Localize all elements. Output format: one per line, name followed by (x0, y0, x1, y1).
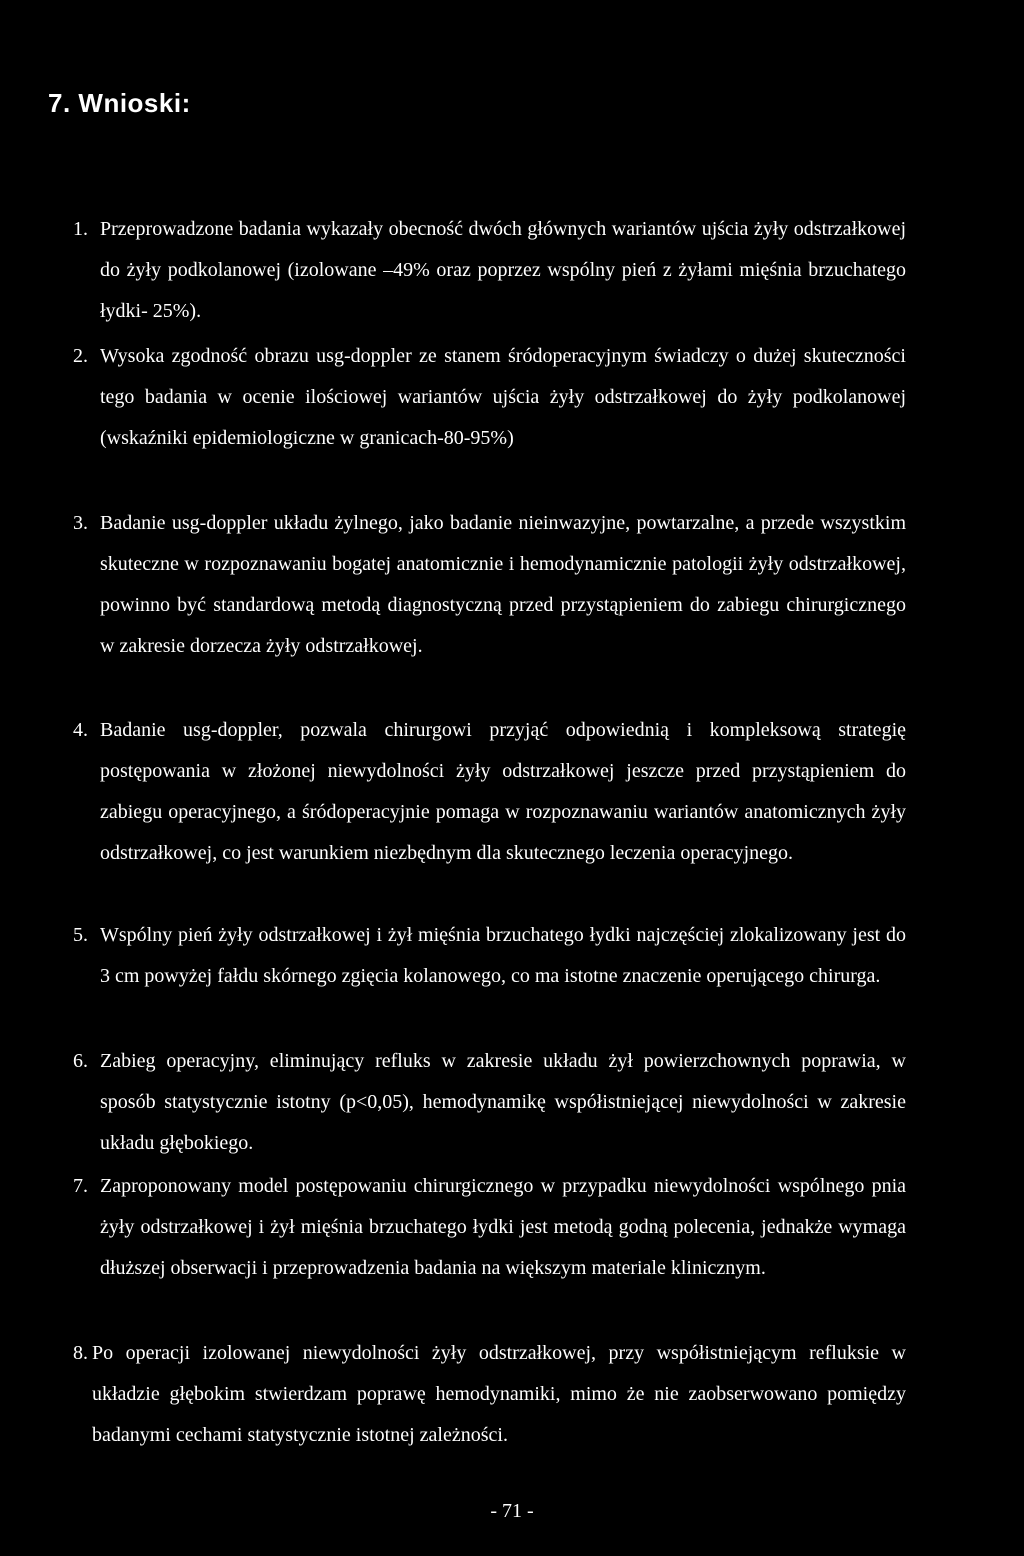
item-number: 6. (73, 1050, 88, 1072)
item-number: 7. (73, 1175, 88, 1197)
item-text: Przeprowadzone badania wykazały obecność dwóch głównych wariantów ujścia żyły odstrzałkowej do żyły podkolanowej (izolowane –49% oraz poprzez wspólny pień z żyłami mięśnia brzuchatego łydki- 25%). (100, 218, 906, 322)
item-text: Wysoka zgodność obrazu usg-doppler ze stanem śródoperacyjnym świadczy o dużej skuteczności tego badania w ocenie ilościowej wariantów ujścia żyły odstrzałkowej do żyły podkolanowej (wskaźniki epidemiologiczne w granicach-80-95%) (100, 345, 906, 449)
section-heading: 7. Wnioski: (48, 88, 191, 118)
item-text: Po operacji izolowanej niewydolności żyły odstrzałkowej, przy współistniejącym refluksie w układzie głębokim stwierdzam poprawę hemodynamiki, mimo że nie zaobserwowano pomiędzy badanymi cechami statystycznie istotnej zależności. (92, 1342, 906, 1446)
conclusion-item-2 (48, 336, 906, 459)
conclusion-item-1 (48, 209, 906, 332)
conclusion-item-5 (48, 915, 906, 997)
conclusion-item-3 (48, 503, 906, 667)
item-text: Wspólny pień żyły odstrzałkowej i żył mięśnia brzuchatego łydki najczęściej zlokalizowany jest do 3 cm powyżej fałdu skórnego zgięcia kolanowego, co ma istotne znaczenie operującego chirurga. (100, 924, 906, 987)
item-number: 3. (73, 512, 88, 534)
item-text: Zaproponowany model postępowaniu chirurgicznego w przypadku niewydolności wspólnego pnia żyły odstrzałkowej i żył mięśnia brzuchatego łydki jest metodą godną polecenia, jednakże wymaga dłuższej obserwacji i przeprowadzenia badania na większym materiale klinicznym. (100, 1175, 906, 1279)
item-text: Zabieg operacyjny, eliminujący refluks w zakresie układu żył powierzchownych poprawia, w sposób statystycznie istotny (p<0,05), hemodynamikę współistniejącej niewydolności w zakresie układu głębokiego. (100, 1050, 906, 1154)
item-number: 5. (73, 924, 88, 946)
conclusion-item-8 (48, 1333, 906, 1456)
conclusion-item-6 (48, 1041, 906, 1164)
conclusion-item-4 (48, 710, 906, 874)
item-text: Badanie usg-doppler, pozwala chirurgowi przyjąć odpowiednią i kompleksową strategię postępowania w złożonej niewydolności żyły odstrzałkowej jeszcze przed przystąpieniem do zabiegu operacyjnego, a śródoperacyjnie pomaga w rozpoznawaniu wariantów anatomicznych żyły odstrzałkowej, co jest warunkiem niezbędnym dla skutecznego leczenia operacyjnego. (100, 719, 906, 864)
page-number: - 71 - (490, 1500, 534, 1522)
conclusion-item-7 (48, 1166, 906, 1289)
item-number: 8. (73, 1342, 88, 1364)
item-number: 4. (73, 719, 88, 741)
item-text: Badanie usg-doppler układu żylnego, jako badanie nieinwazyjne, powtarzalne, a przede wszystkim skuteczne w rozpoznawaniu bogatej anatomicznie i hemodynamicznie patologii żyły odstrzałkowej, powinno być standardową metodą diagnostyczną przed przystąpieniem do zabiegu chirurgicznego w zakresie dorzecza żyły odstrzałkowej. (100, 512, 906, 657)
item-number: 2. (73, 345, 88, 367)
item-number: 1. (73, 218, 88, 240)
